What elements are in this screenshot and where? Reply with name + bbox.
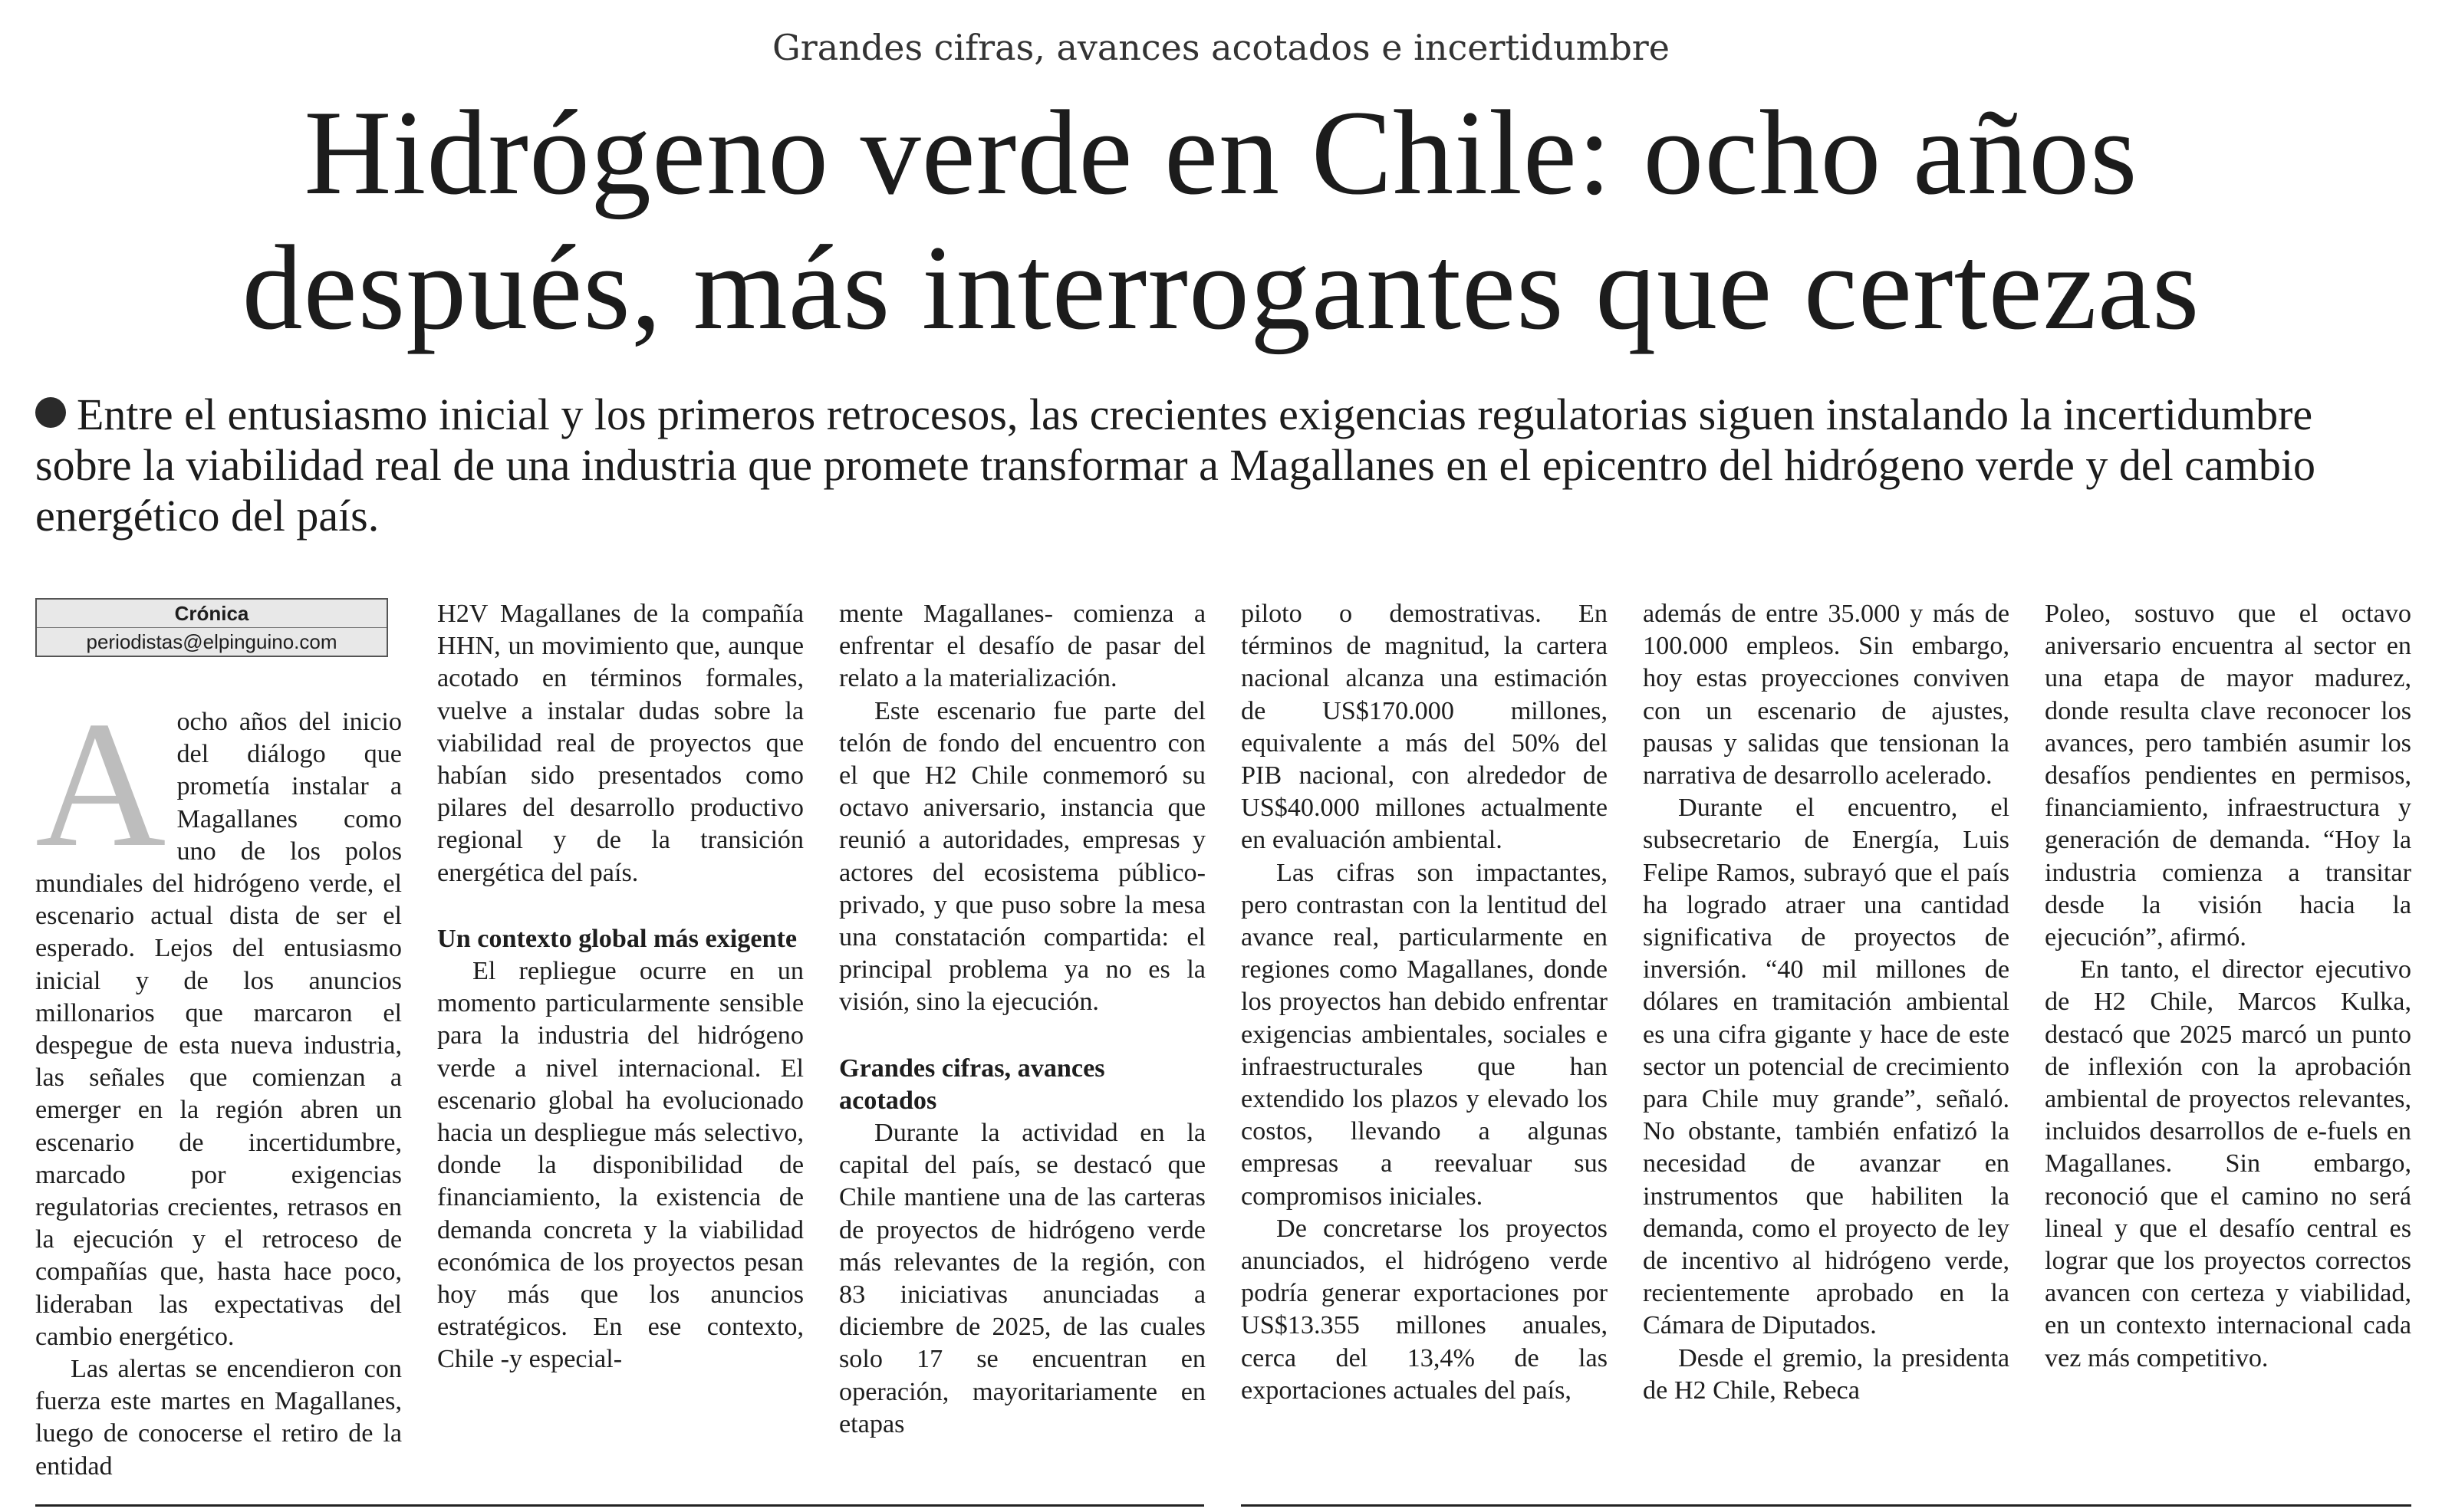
section-heading: Un contexto global más exigente	[437, 924, 798, 953]
paragraph: Las alertas se encendieron con fuerza este martes en Magallanes, luego de conocerse el retiro de la entidad	[35, 1355, 402, 1481]
kicker: Grandes cifras, avances acotados e incertidumbre	[772, 27, 1670, 68]
article-column-6	[2045, 598, 2411, 1375]
headline	[0, 86, 2442, 356]
paragraph: De concretarse los proyectos anunciados, el hidrógeno verde podría generar exportaciones por US$13.355 millones anuales, cerca del 13,4% de las exportaciones actuales del país,	[1241, 1214, 1608, 1405]
byline-box	[35, 598, 388, 657]
paragraph: En tanto, el director ejecutivo de H2 Chile, Marcos Kulka, destacó que 2025 marcó un punto de inflexión con la aprobación ambiental de proyectos relevantes, incluidos desarrollos de e-fuels en Magallanes. Sin embargo, reconoció que el camino no será lineal y que el desafío central es lograr que los proyectos correctos avancen con certeza y viabilidad, en un contexto internacional cada vez más competitivo.	[2045, 955, 2411, 1372]
headline-line-1: Hidrógeno verde en Chile: ocho años	[304, 86, 2138, 220]
byline-section: Crónica	[37, 600, 387, 628]
paragraph: Durante la actividad en la capital del país, se destacó que Chile mantiene una de las carteras de proyectos de hidrógeno verde más relevantes de la región, con 83 iniciativas anunciadas a diciembre de 2025, de las cuales solo 17 se encuentran en operación, mayoritariamente en etapas	[839, 1119, 1206, 1438]
drop-cap: A	[35, 685, 166, 885]
article-column-1	[35, 598, 402, 1483]
paragraph: H2V Magallanes de la compañía HHN, un movimiento que, aunque acotado en términos formales, vuelve a instalar dudas sobre la viabilidad real de proyectos que habían sido presentados como pilares del desarrollo productivo regional y de la transición energética del país.	[437, 600, 804, 887]
byline-email: periodistas@elpinguino.com	[86, 630, 337, 653]
article-column-2	[437, 598, 804, 1376]
bottom-rule-right	[1241, 1504, 2411, 1507]
bottom-rule-left	[35, 1504, 1204, 1507]
paragraph: mente Magallanes- comienza a enfrentar el desafío de pasar del relato a la materialización.	[839, 600, 1206, 693]
headline-line-2: después, más interrogantes que certezas	[242, 221, 2200, 355]
paragraph: El repliegue ocurre en un momento particularmente sensible para la industria del hidrógeno verde a nivel internacional. El escenario global ha evolucionado hacia un despliegue más selectivo, donde la disponibilidad de financiamiento, la existencia de demanda concreta y la viabilidad económica de los proyectos pesan hoy más que los anuncios estratégicos. En ese contexto, Chile -y especial-	[437, 957, 804, 1374]
paragraph: Poleo, sostuvo que el octavo aniversario encuentra al sector en una etapa de mayor madurez, donde resulta clave reconocer los avances, pero también asumir los desafíos pendientes en permisos, financiamiento, infraestructura y generación de demanda. “Hoy la industria comienza a transitar desde la visión hacia la ejecución”, afirmó.	[2045, 600, 2411, 952]
article-column-4	[1241, 598, 1608, 1407]
section-heading: Grandes cifras, avances acotados	[839, 1053, 1105, 1115]
paragraph: Desde el gremio, la presidenta de H2 Chile, Rebeca	[1643, 1343, 2009, 1405]
paragraph: Las cifras son impactantes, pero contrastan con la lentitud del avance real, particularmente en regiones como Magallanes, donde los proyectos han debido enfrentar exigencias ambientales, sociales e infraestructurales que han extendido los plazos y elevado los costos, llevando a algunas empresas a reevaluar sus compromisos iniciales.	[1241, 858, 1608, 1211]
paragraph: Durante el encuentro, el subsecretario de Energía, Luis Felipe Ramos, subrayó que el país ha logrado atraer una cantidad significativa de proyectos de inversión. “40 mil millones de dólares en tramitación ambiental es una cifra gigante y hace de este sector un potencial de crecimiento para Chile muy grande”, señaló. No obstante, también enfatizó la necesidad de avanzar en instrumentos que habiliten la demanda, como el proyecto de ley de incentivo al hidrógeno verde, recientemente aprobado en la Cámara de Diputados.	[1643, 794, 2009, 1340]
paragraph: piloto o demostrativas. En términos de magnitud, la cartera nacional alcanza una estimación de US$170.000 millones, equivalente a más del 50% del PIB nacional, con alrededor de US$40.000 millones actualmente en evaluación ambiental.	[1241, 600, 1608, 855]
article-column-3	[839, 598, 1206, 1441]
paragraph: ocho años del inicio del diálogo que prometía instalar a Magallanes como uno de los polos mundiales del hidrógeno verde, el escenario actual dista de ser el esperado. Lejos del entusiasmo inicial y de los anuncios millonarios que marcaron el despegue de esta nueva industria, las señales que comienzan a emerger en la región abren un escenario de incertidumbre, marcado por exigencias regulatorias crecientes, retrasos en la ejecución y el retroceso de compañías que, hasta hace poco, lideraban las expectativas del cambio energético.	[35, 708, 402, 1351]
paragraph: además de entre 35.000 y más de 100.000 empleos. Sin embargo, hoy estas proyecciones conviven con un escenario de ajustes, pausas y salidas que tensionan la narrativa de desarrollo acelerado.	[1643, 600, 2009, 791]
lead-text: Entre el entusiasmo inicial y los primeros retrocesos, las crecientes exigencias regulatorias siguen instalando la incertidumbre sobre la viabilidad real de una industria que promete transformar a Magallanes en el epicentro del hidrógeno verde y del cambio energético del país.	[35, 390, 2315, 541]
paragraph: Este escenario fue parte del telón de fondo del encuentro con el que H2 Chile conmemoró su octavo aniversario, instancia que reunió a autoridades, empresas y actores del ecosistema público-privado, y que puso sobre la mesa una constatación compartida: el principal problema ya no es la visión, sino la ejecución.	[839, 696, 1206, 1017]
article-column-5	[1643, 598, 2009, 1407]
bullet-icon	[35, 397, 66, 428]
lead-paragraph	[35, 390, 2413, 541]
